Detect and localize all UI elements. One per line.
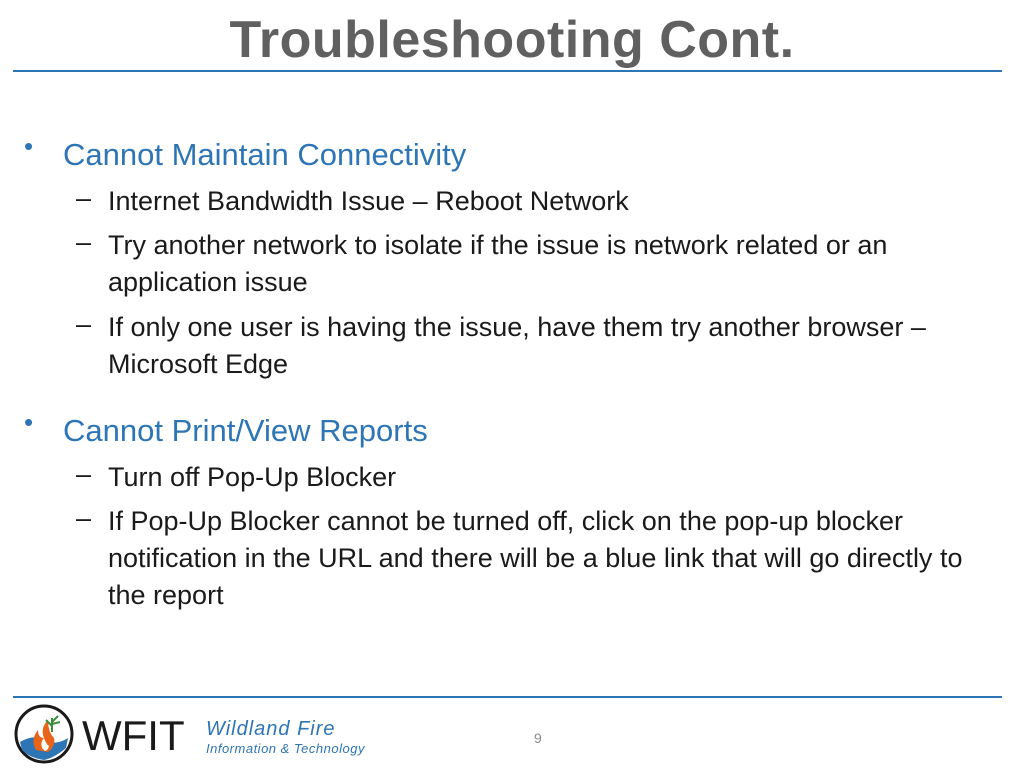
title-divider: [13, 70, 1002, 72]
list-item-text: Internet Bandwidth Issue – Reboot Network: [108, 186, 629, 216]
page-number: 9: [534, 730, 542, 746]
dash-icon: –: [76, 309, 92, 339]
dash-icon: –: [76, 183, 92, 213]
list-item-text: If Pop-Up Blocker cannot be turned off, click on the pop-up blocker notification in the URL and there will be a blue link that will go directly to the report: [108, 506, 963, 610]
list-item-text: If only one user is having the issue, have them try another browser – Microsoft Edge: [108, 312, 926, 379]
footer-divider: [13, 696, 1002, 698]
list-item-text: Try another network to isolate if the issue is network related or an application issue: [108, 230, 888, 297]
org-name-line2: Information & Technology: [206, 741, 365, 756]
slide-title: Troubleshooting Cont.: [229, 11, 795, 69]
section-heading-text: Cannot Print/View Reports: [63, 413, 428, 448]
dash-icon: –: [76, 459, 92, 489]
wfit-logo-text: WFIT: [82, 712, 185, 759]
list-item-text: Turn off Pop-Up Blocker: [108, 462, 397, 492]
dash-icon: –: [76, 503, 92, 533]
org-name-line1: Wildland Fire: [206, 718, 336, 740]
bullet-icon: •: [24, 407, 34, 437]
section-heading-text: Cannot Maintain Connectivity: [63, 137, 467, 172]
bullet-icon: •: [24, 131, 34, 161]
wfit-logo-icon: [14, 704, 74, 769]
dash-icon: –: [76, 227, 92, 257]
